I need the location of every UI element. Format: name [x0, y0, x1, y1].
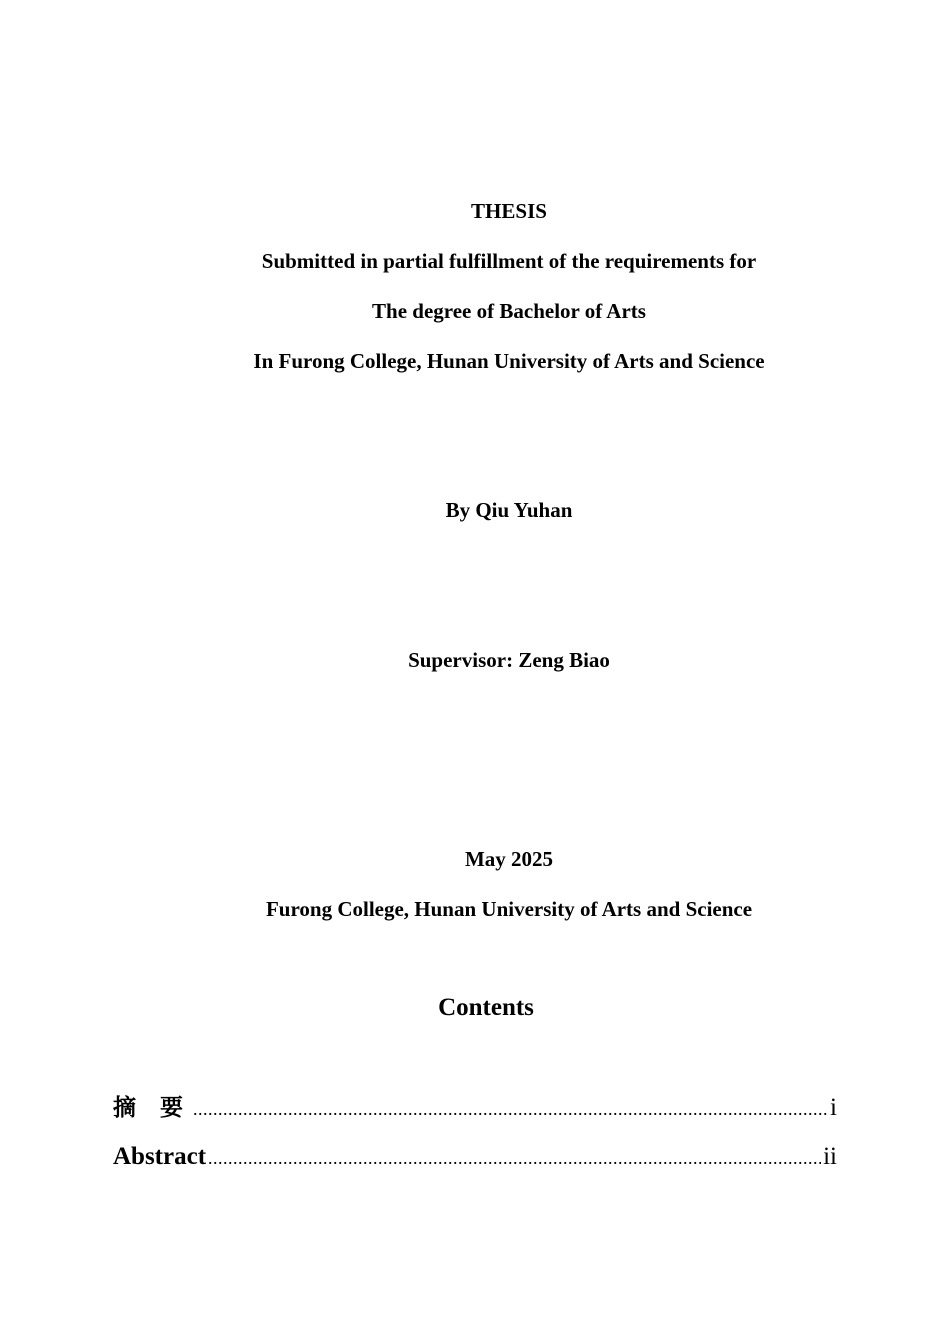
toc-entry-page: ii: [823, 1143, 837, 1170]
toc-entry-label: Abstract: [113, 1143, 207, 1170]
author-line: By Qiu Yuhan: [445, 498, 573, 522]
toc-entry-abstract-en[interactable]: [113, 1142, 837, 1191]
table-of-contents: [113, 1093, 837, 1191]
thesis-heading: THESIS: [471, 199, 547, 223]
institution-line: In Furong College, Hunan University of Arts and Science: [253, 349, 765, 373]
supervisor-line: Supervisor: Zeng Biao: [408, 648, 610, 672]
toc-entry-abstract-cn[interactable]: [113, 1093, 837, 1142]
toc-leader-dots: [208, 1143, 821, 1173]
toc-leader-dots: [193, 1094, 828, 1124]
date-line: May 2025: [464, 847, 554, 871]
toc-entry-label: 摘 要: [113, 1095, 192, 1121]
contents-heading: Contents: [438, 994, 534, 1021]
college-line: Furong College, Hunan University of Arts and Science: [265, 897, 753, 921]
toc-entry-page: i: [830, 1094, 837, 1121]
submission-line: Submitted in partial fulfillment of the requirements for: [261, 249, 757, 273]
degree-line: The degree of Bachelor of Arts: [372, 299, 646, 323]
